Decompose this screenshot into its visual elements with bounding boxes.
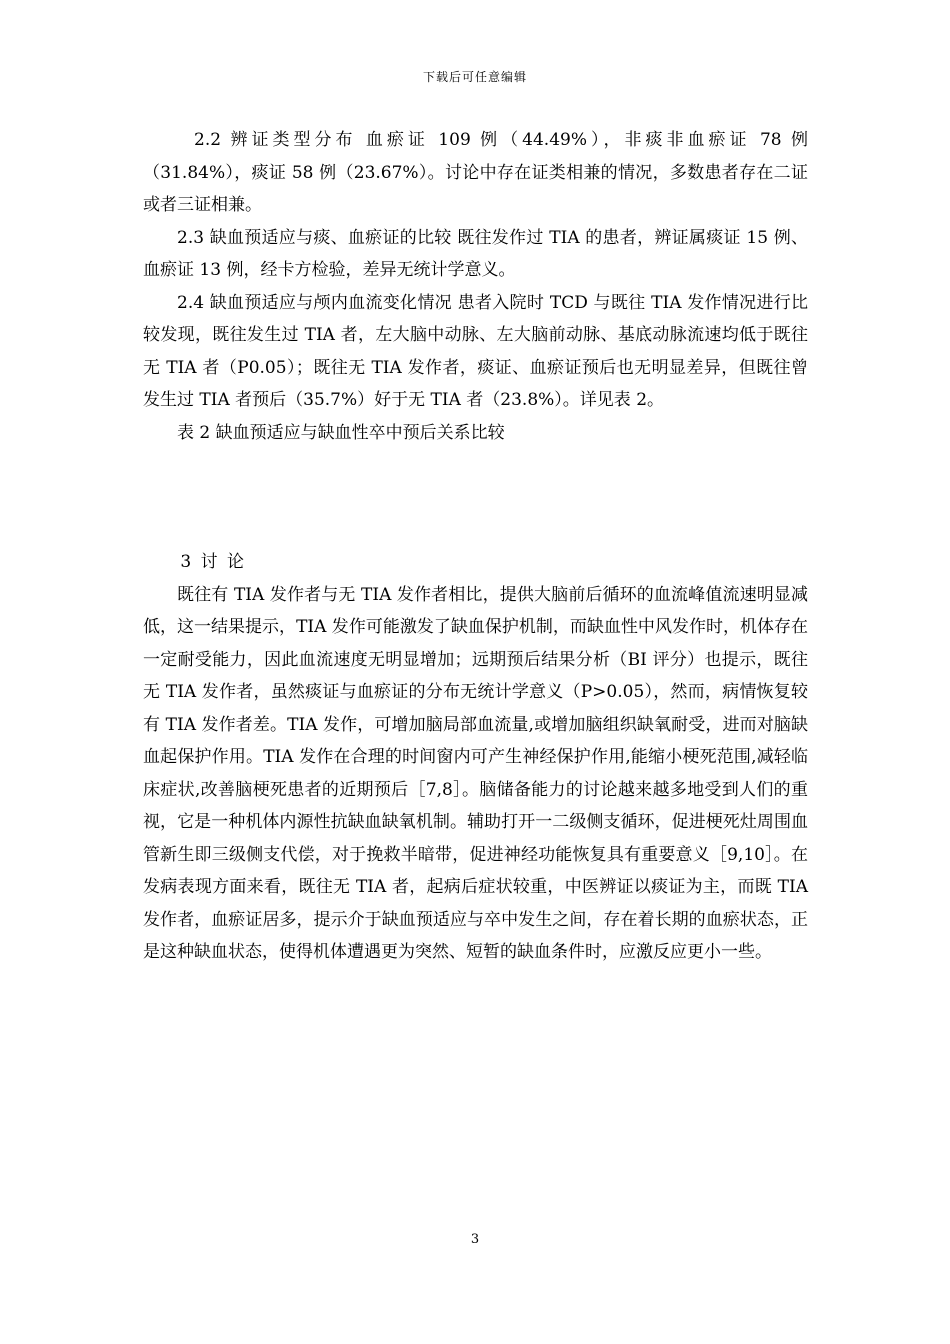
page-number: 3 — [470, 1232, 480, 1247]
document-body — [143, 124, 808, 969]
table-2-placeholder — [143, 449, 808, 546]
section-2-4-paragraph: 2.4 缺血预适应与颅内血流变化情况 患者入院时 TCD 与既往 TIA 发作情况进行比较发现，既往发生过 TIA 者，左大脑中动脉、左大脑前动脉、基底动脉流速均低于既往无 TIA 者（P0.05）；既往无 TIA 发作者，痰证、血瘀证预后也无明显差异，但既往曾发生过 TIA 者预后（35.7%）好于无 TIA 者（23.8%）。详见表 2。 — [143, 292, 808, 410]
table-2-caption: 表 2 缺血预适应与缺血性卒中预后关系比较 — [177, 422, 505, 443]
section-3-heading: 3 讨 论 — [180, 552, 245, 572]
section-2-3-paragraph: 2.3 缺血预适应与痰、血瘀证的比较 既往发作过 TIA 的患者，辨证属痰证 15 例、血瘀证 13 例，经卡方检验，差异无统计学意义。 — [143, 227, 808, 280]
page-header: 下载后可任意编辑 — [422, 70, 527, 84]
section-2-2-paragraph: 2.2 辨证类型分布 血瘀证 109 例（44.49%），非痰非血瘀证 78 例（31.84%），痰证 58 例（23.67%）。讨论中存在证类相兼的情况，多数患者存在二证或者三证相兼。 — [143, 130, 808, 215]
section-3-paragraph: 既往有 TIA 发作者与无 TIA 发作者相比，提供大脑前后循环的血流峰值流速明显减低，这一结果提示，TIA 发作可能激发了缺血保护机制，而缺血性中风发作时，机体存在一定耐受能力，因此血流速度无明显增加；远期预后结果分析（BI 评分）也提示，既往无 TIA 发作者，虽然痰证与血瘀证的分布无统计学意义（P>0.05），然而，病情恢复较有 TIA 发作者差。TIA 发作，可增加脑局部血流量,或增加脑组织缺氧耐受，进而对脑缺血起保护作用。TIA 发作在合理的时间窗内可产生神经保护作用,能缩小梗死范围,减轻临床症状,改善脑梗死患者的近期预后［7,8］。脑储备能力的讨论越来越多地受到人们的重视，它是一种机体内源性抗缺血缺氧机制。辅助打开一二级侧支循环，促进梗死灶周围血管新生即三级侧支代偿，对于挽救半暗带，促进神经功能恢复具有重要意义［9,10］。在发病表现方面来看，既往无 TIA 者，起病后症状较重，中医辨证以痰证为主，而既 TIA 发作者，血瘀证居多，提示介于缺血预适应与卒中发生之间，存在着长期的血瘀状态，正是这种缺血状态，使得机体遭遇更为突然、短暂的缺血条件时，应激反应更小一些。 — [143, 584, 808, 962]
